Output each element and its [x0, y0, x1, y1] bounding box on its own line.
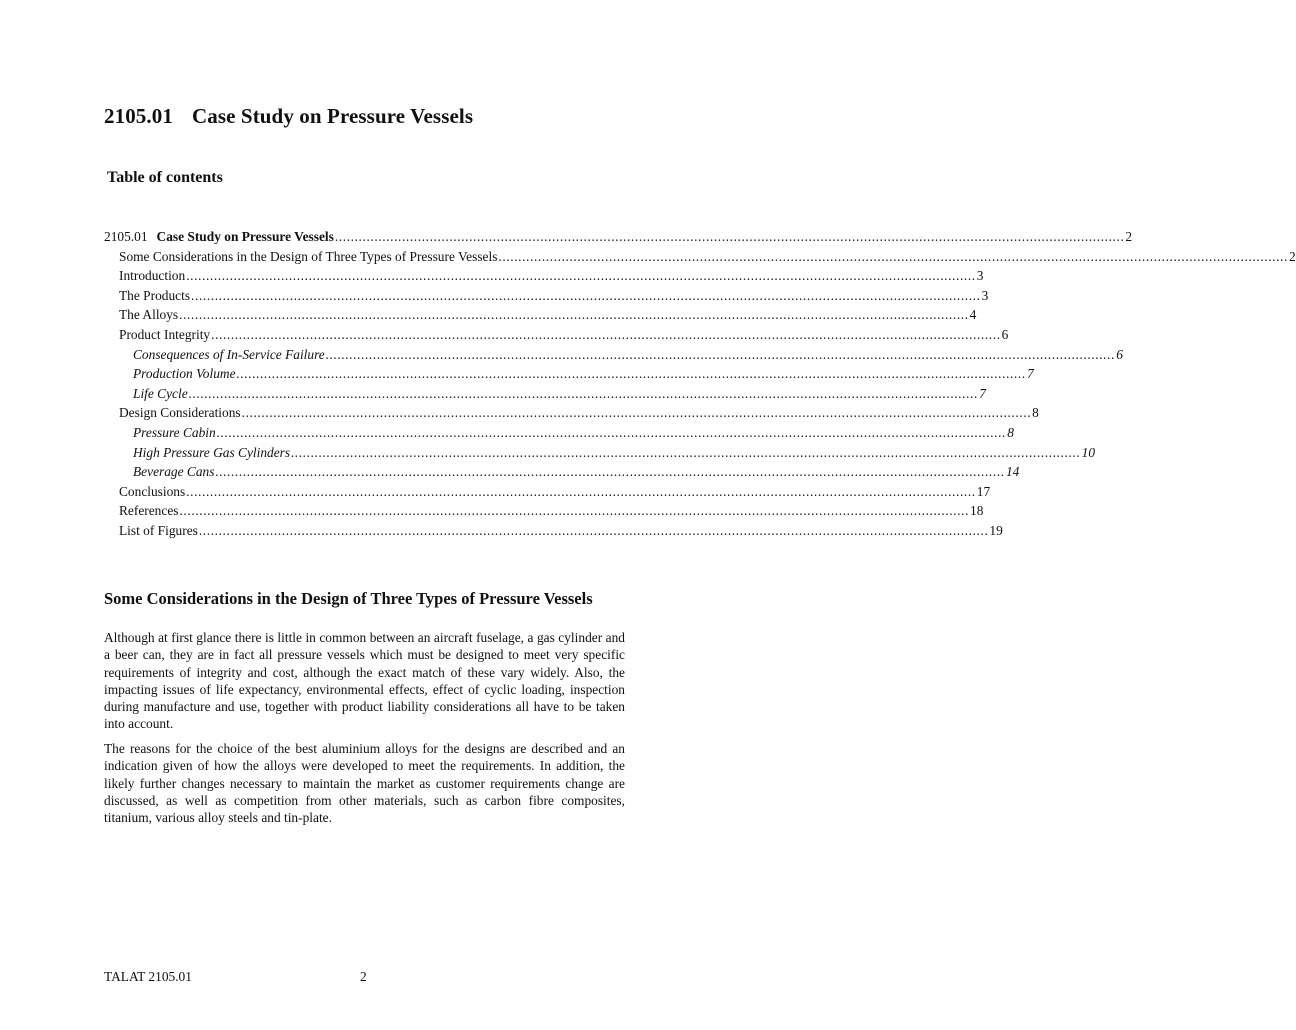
toc-entry-label: Introduction [119, 268, 186, 284]
toc-entry-page: 14 [1005, 464, 1020, 480]
toc-entry-label: Pressure Cabin [133, 424, 216, 440]
title-number: 2105.01 [104, 104, 173, 128]
toc-entry[interactable] [104, 266, 984, 286]
toc-heading: Table of contents [107, 169, 223, 186]
toc-entry[interactable] [104, 325, 1009, 345]
toc-entry-page: 8 [1032, 405, 1039, 421]
toc-leader: ........................................................................................................................................................................................................ [241, 405, 1032, 421]
toc-leader: ........................................................................................................................................................................................................ [179, 503, 970, 519]
toc-entry-page: 7 [979, 385, 986, 401]
toc-entry[interactable] [104, 423, 1014, 443]
toc-entry[interactable] [104, 364, 1034, 384]
toc-entry-page: 10 [1081, 444, 1096, 460]
toc-entry-label: List of Figures [119, 522, 198, 538]
toc-entry-page: 7 [1027, 366, 1034, 382]
toc-leader: ........................................................................................................................................................................................................ [498, 248, 1288, 264]
toc-entry[interactable] [104, 345, 1123, 365]
toc-entry-page: 2 [1288, 248, 1296, 264]
toc-entry[interactable] [104, 443, 1096, 463]
toc-entry-page: 18 [970, 503, 984, 519]
toc-entry[interactable] [104, 305, 977, 325]
toc-leader: ........................................................................................................................................................................................................ [211, 326, 1001, 342]
toc-leader: ........................................................................................................................................................................................................ [186, 268, 976, 284]
toc-entry-page: 8 [1007, 424, 1014, 440]
toc-entry[interactable] [104, 521, 1003, 541]
toc-leader: ........................................................................................................................................................................................................ [179, 307, 969, 323]
title-text: Case Study on Pressure Vessels [192, 104, 474, 128]
body-paragraph: The reasons for the choice of the best aluminium alloys for the designs are described and an indication given of how the alloys were developed to meet the requirements. In addition, the likely further changes necessary to maintain the market as customer requirements change are discussed, as well as competition from other materials, such as carbon fibre composites, titanium, various alloy steels and tin-plate. [104, 741, 625, 826]
footer-document-id: TALAT 2105.01 [104, 969, 192, 984]
toc-entry-page: 6 [1001, 326, 1009, 342]
toc-leader: ........................................................................................................................................................................................................ [215, 464, 1005, 480]
footer-page-number: 2 [360, 969, 367, 984]
toc-entry-label: High Pressure Gas Cylinders [133, 444, 291, 460]
toc-leader: ........................................................................................................................................................................................................ [186, 483, 976, 499]
toc-entry[interactable] [104, 384, 986, 404]
toc-entry[interactable] [104, 482, 991, 502]
toc-entry[interactable] [104, 501, 984, 521]
toc-entry-label: Design Considerations [119, 405, 241, 421]
toc-leader: ........................................................................................................................................................................................................ [198, 522, 989, 538]
toc-entry-page: 6 [1116, 346, 1123, 362]
toc-entry-label: The Alloys [119, 307, 179, 323]
body-paragraph: Although at first glance there is little in common between an aircraft fuselage, a gas cylinder and a beer can, they are in fact all pressure vessels which must be designed to meet very specific requirements of integrity and cost, although the exact match of these vary widely. Also, the impacting issues of life expectancy, environmental effects, effect of cyclic loading, inspection during manufacture and use, together with product liability considerations all have to be taken into account. [104, 630, 625, 732]
toc-entry-label: Consequences of In-Service Failure [133, 346, 325, 362]
toc-entry-label: Life Cycle [133, 385, 188, 401]
page-title [104, 104, 473, 129]
toc-entry[interactable] [104, 286, 989, 306]
toc-leader: ........................................................................................................................................................................................................ [191, 287, 981, 303]
toc-entry-page: 4 [969, 307, 977, 323]
toc-leader: ........................................................................................................................................................................................................ [334, 229, 1125, 244]
toc-entry[interactable] [104, 227, 1133, 247]
toc-leader: ........................................................................................................................................................................................................ [236, 366, 1027, 382]
toc-entry[interactable] [104, 403, 1039, 423]
toc-entry-label: Product Integrity [119, 326, 211, 342]
toc-leader: ........................................................................................................................................................................................................ [216, 424, 1007, 440]
toc-entry-page: 3 [981, 287, 989, 303]
toc-leader: ........................................................................................................................................................................................................ [188, 385, 979, 401]
toc-entry[interactable] [104, 462, 1020, 482]
section-heading: Some Considerations in the Design of Three Types of Pressure Vessels [104, 589, 593, 608]
table-of-contents [104, 227, 1296, 541]
toc-leader: ........................................................................................................................................................................................................ [325, 346, 1116, 362]
toc-entry-label: The Products [119, 287, 191, 303]
toc-entry-number: 2105.01 [104, 229, 148, 244]
toc-entry-label: Some Considerations in the Design of Three Types of Pressure Vessels [119, 248, 498, 264]
toc-entry-label: References [119, 503, 179, 519]
toc-entry[interactable] [104, 247, 1296, 267]
toc-entry-page: 3 [976, 268, 984, 284]
toc-entry-page: 17 [976, 483, 991, 499]
toc-entry-label: Conclusions [119, 483, 186, 499]
toc-entry-page: 19 [989, 522, 1003, 538]
toc-entry-label: Production Volume [133, 366, 236, 382]
toc-entry-page: 2 [1125, 229, 1133, 244]
toc-entry-label: Case Study on Pressure Vessels [156, 229, 334, 244]
toc-leader: ........................................................................................................................................................................................................ [291, 444, 1081, 460]
toc-entry-label: Beverage Cans [133, 464, 215, 480]
